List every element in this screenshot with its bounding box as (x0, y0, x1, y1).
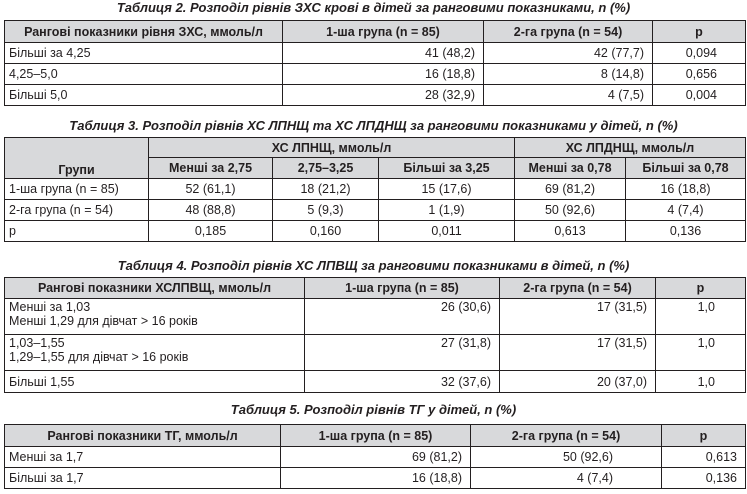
cell-group1: 32 (37,6) (305, 371, 500, 393)
table-row (5, 43, 746, 64)
cell-ldl-high: 0,011 (379, 221, 515, 242)
cell-vldl-high: 0,136 (626, 221, 746, 242)
cell-group2: 42 (77,7) (484, 43, 653, 64)
cell-group1: 69 (81,2) (281, 447, 471, 468)
table2 (4, 20, 746, 106)
table5 (4, 424, 746, 489)
table2-header-p: p (653, 21, 746, 43)
table-row (5, 85, 746, 106)
row-label: Більші 5,0 (5, 85, 283, 106)
cell-vldl-low: 0,613 (515, 221, 626, 242)
table-row (5, 64, 746, 85)
row-label: Більші за 4,25 (5, 43, 283, 64)
cell-group1: 26 (30,6) (305, 299, 500, 335)
cell-ldl-low: 0,185 (149, 221, 273, 242)
cell-p: 0,136 (662, 468, 746, 489)
table5-header-indicator: Рангові показники ТГ, ммоль/л (5, 425, 281, 447)
cell-vldl-low: 50 (92,6) (515, 200, 626, 221)
table3-subheader-vldl-low: Менші за 0,78 (515, 158, 626, 179)
cell-vldl-high: 4 (7,4) (626, 200, 746, 221)
cell-p: 0,656 (653, 64, 746, 85)
cell-group1: 41 (48,2) (283, 43, 484, 64)
cell-group2: 17 (31,5) (500, 299, 656, 335)
table4 (4, 277, 746, 393)
row-label (5, 335, 305, 371)
cell-group2: 17 (31,5) (500, 335, 656, 371)
table5-header-group2: 2-га група (n = 54) (471, 425, 662, 447)
table5-header-p: p (662, 425, 746, 447)
cell-vldl-high: 16 (18,8) (626, 179, 746, 200)
row-label-line1: 1,03–1,55 (9, 336, 65, 350)
cell-p: 1,0 (656, 371, 746, 393)
cell-group1: 16 (18,8) (283, 64, 484, 85)
cell-vldl-low: 69 (81,2) (515, 179, 626, 200)
table4-header-indicator: Рангові показники ХСЛПВЩ, ммоль/л (5, 278, 305, 299)
table3-header-ldl: ХС ЛПНЩ, ммоль/л (149, 138, 515, 158)
table3-caption: Таблиця 3. Розподіл рівнів ХС ЛПНЩ та ХС ЛПДНЩ за ранговими показниками у дітей, n (%) (69, 118, 678, 133)
cell-group2: 8 (14,8) (484, 64, 653, 85)
table3-header-vldl: ХС ЛПДНЩ, ммоль/л (515, 138, 746, 158)
cell-ldl-mid: 5 (9,3) (273, 200, 379, 221)
row-label: Більші за 1,7 (5, 468, 281, 489)
cell-group2: 20 (37,0) (500, 371, 656, 393)
table2-caption: Таблиця 2. Розподіл рівнів ЗХС крові в дітей за ранговими показниками, n (%) (116, 0, 631, 15)
table-row (5, 299, 746, 335)
table4-header-p: p (656, 278, 746, 299)
cell-ldl-low: 52 (61,1) (149, 179, 273, 200)
table2-header-group1: 1-ша група (n = 85) (283, 21, 484, 43)
row-label: p (5, 221, 149, 242)
row-label: Менші за 1,7 (5, 447, 281, 468)
table4-caption: Таблиця 4. Розподіл рівнів ХС ЛПВЩ за ранговими показниками в дітей, n (%) (117, 258, 630, 273)
table2-header-indicator: Рангові показники рівня ЗХС, ммоль/л (5, 21, 283, 43)
table3 (4, 137, 746, 242)
cell-group2: 4 (7,5) (484, 85, 653, 106)
cell-group2: 4 (7,4) (471, 468, 662, 489)
table3-subheader-ldl-mid: 2,75–3,25 (273, 158, 379, 179)
cell-group1: 28 (32,9) (283, 85, 484, 106)
row-label (5, 299, 305, 335)
cell-ldl-high: 15 (17,6) (379, 179, 515, 200)
row-label: Більші 1,55 (5, 371, 305, 393)
table-row (5, 371, 746, 393)
cell-ldl-mid: 18 (21,2) (273, 179, 379, 200)
row-label-line1: Менші за 1,03 (9, 300, 91, 314)
cell-group2: 50 (92,6) (471, 447, 662, 468)
table4-header-group2: 2-га група (n = 54) (500, 278, 656, 299)
table-row (5, 468, 746, 489)
table5-caption: Таблиця 5. Розподіл рівнів ТГ у дітей, n (%) (230, 402, 517, 417)
cell-group1: 27 (31,8) (305, 335, 500, 371)
cell-ldl-low: 48 (88,8) (149, 200, 273, 221)
cell-ldl-high: 1 (1,9) (379, 200, 515, 221)
row-label-line2: 1,29–1,55 для дівчат > 16 років (9, 350, 189, 364)
row-label: 2-га група (n = 54) (5, 200, 149, 221)
cell-p: 1,0 (656, 335, 746, 371)
table-row (5, 335, 746, 371)
cell-p: 0,094 (653, 43, 746, 64)
table3-subheader-ldl-high: Більші за 3,25 (379, 158, 515, 179)
cell-p: 0,613 (662, 447, 746, 468)
table-row (5, 221, 746, 242)
cell-group1: 16 (18,8) (281, 468, 471, 489)
table-row (5, 447, 746, 468)
row-label: 4,25–5,0 (5, 64, 283, 85)
row-label: 1-ша група (n = 85) (5, 179, 149, 200)
cell-ldl-mid: 0,160 (273, 221, 379, 242)
cell-p: 1,0 (656, 299, 746, 335)
table3-subheader-ldl-low: Менші за 2,75 (149, 158, 273, 179)
table-row (5, 200, 746, 221)
row-label-line2: Менші 1,29 для дівчат > 16 років (9, 314, 198, 328)
cell-p: 0,004 (653, 85, 746, 106)
table-row (5, 179, 746, 200)
table5-header-group1: 1-ша група (n = 85) (281, 425, 471, 447)
table4-header-group1: 1-ша група (n = 85) (305, 278, 500, 299)
table3-header-groups: Групи (5, 138, 149, 179)
table2-header-group2: 2-га група (n = 54) (484, 21, 653, 43)
table3-subheader-vldl-high: Більші за 0,78 (626, 158, 746, 179)
